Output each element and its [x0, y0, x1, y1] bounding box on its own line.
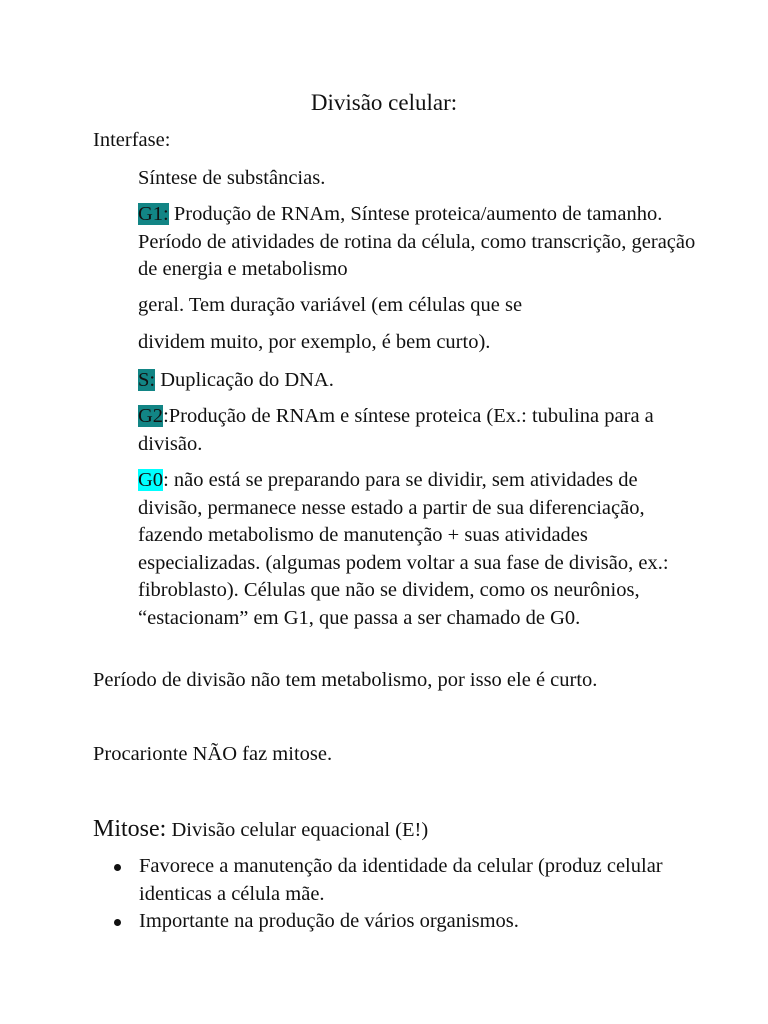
periodo-line: Período de divisão não tem metabolismo, por isso ele é curto. — [93, 669, 598, 691]
g2-paragraph — [138, 403, 698, 458]
s-tag: S: — [138, 369, 156, 391]
g0-paragraph — [138, 467, 698, 632]
procarionte-line: Procarionte NÃO faz mitose. — [93, 743, 333, 765]
page-title: Divisão celular: — [310, 90, 458, 115]
g1-continuation-1: geral. Tem duração variável (em células que se — [138, 294, 523, 316]
g0-tag: G0 — [138, 469, 164, 491]
mitose-line — [93, 816, 713, 845]
g1-tag: G1: — [138, 203, 169, 225]
g1-text: Produção de RNAm, Síntese proteica/aumento de tamanho. Período de atividades de rotina da célula, como transcrição, geração de energia e metabolismo — [138, 203, 696, 280]
list-item — [93, 908, 693, 936]
bullet-icon — [114, 919, 121, 926]
bullet-text: Importante na produção de vários organismos. — [139, 910, 519, 932]
g2-tag: G2 — [138, 405, 164, 427]
sintese-line: Síntese de substâncias. — [138, 167, 326, 189]
mitose-label: Mitose: — [93, 816, 167, 842]
bullet-icon — [114, 864, 121, 871]
list-item — [93, 853, 693, 908]
s-paragraph — [138, 367, 698, 395]
g0-text: : não está se preparando para se dividir, sem atividades de divisão, permanece nesse estado a partir de sua diferenciação, fazendo metabolismo de manutenção + suas atividades especializadas. (algumas podem voltar a sua fase de divisão, ex.: fibroblasto). Células que não se dividem, como os neurônios, “estacionam” em G1, que passa a ser chamado de G0. — [138, 469, 669, 629]
mitose-bullet-list — [93, 853, 693, 936]
s-text: Duplicação do DNA. — [155, 369, 334, 391]
g1-continuation-2: dividem muito, por exemplo, é bem curto). — [138, 331, 491, 353]
g1-paragraph — [138, 201, 698, 284]
g2-text: :Produção de RNAm e síntese proteica (Ex.: tubulina para a divisão. — [138, 405, 654, 455]
bullet-text: Favorece a manutenção da identidade da celular (produz celular identicas a célula mãe. — [139, 855, 663, 905]
mitose-text: Divisão celular equacional (E!) — [166, 819, 429, 841]
interfase-heading: Interfase: — [93, 129, 171, 151]
